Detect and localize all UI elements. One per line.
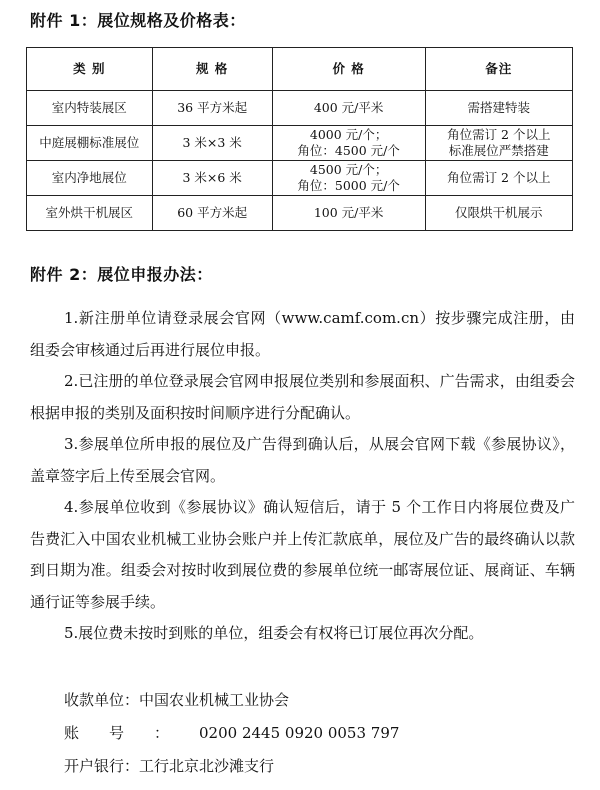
- row-price: 4500 元/个； 角位：5000 元/个: [272, 161, 425, 196]
- bank-line: [64, 756, 274, 776]
- header-note: 备注: [425, 48, 572, 91]
- header-price: 价 格: [272, 48, 425, 91]
- payee-label: 收款单位：: [64, 691, 140, 709]
- row-spec: 36 平方米起: [152, 91, 272, 126]
- header-spec: 规 格: [152, 48, 272, 91]
- row-category: 室外烘干机展区: [27, 196, 153, 231]
- account-value: 0200 2445 0920 0053 797: [199, 724, 400, 742]
- price-table: [26, 47, 573, 231]
- row-note: 角位需订 2 个以上 标准展位严禁搭建: [425, 126, 572, 161]
- procedure-step-1: 1.新注册单位请登录展会官网（www.camf.com.cn）按步骤完成注册，由组委会审核通过后再进行展位申报。: [30, 309, 575, 359]
- row-price: 400 元/平米: [272, 91, 425, 126]
- row-note: 需搭建特装: [425, 91, 572, 126]
- attachment1-title: 附件 1：展位规格及价格表：: [30, 11, 246, 30]
- row-spec: 60 平方米起: [152, 196, 272, 231]
- procedure-step-5: 5.展位费未按时到账的单位，组委会有权将已订展位再次分配。: [64, 624, 484, 642]
- procedure-step-2: 2.已注册的单位登录展会官网申报展位类别和参展面积、广告需求，由组委会根据申报的类别及面积按时间顺序进行分配确认。: [30, 372, 575, 422]
- row-note: 角位需订 2 个以上: [425, 161, 572, 196]
- account-line: [64, 723, 399, 743]
- row-category: 中庭展棚标准展位: [27, 126, 153, 161]
- row-price: 4000 元/个； 角位：4500 元/个: [272, 126, 425, 161]
- row-category: 室内净地展位: [27, 161, 153, 196]
- row-price: 100 元/平米: [272, 196, 425, 231]
- account-label: 账号：: [64, 724, 200, 742]
- bank-label: 开户银行：: [64, 757, 140, 775]
- table-row: [27, 161, 573, 196]
- row-spec: 3 米×3 米: [152, 126, 272, 161]
- table-row: [27, 126, 573, 161]
- header-category: 类 别: [27, 48, 153, 91]
- table-row: [27, 196, 573, 231]
- table-header-row: [27, 48, 573, 91]
- payee-line: [64, 690, 289, 710]
- procedure-step-4: 4.参展单位收到《参展协议》确认短信后，请于 5 个工作日内将展位费及广告费汇入中国农业机械工业协会账户并上传汇款底单，展位及广告的最终确认以款到日期为准。组委会对按时收到展位费的参展单位统一邮寄展位证、展商证、车辆通行证等参展手续。: [30, 498, 575, 611]
- table-row: [27, 91, 573, 126]
- row-spec: 3 米×6 米: [152, 161, 272, 196]
- procedure-step-3: 3.参展单位所申报的展位及广告得到确认后，从展会官网下载《参展协议》，盖章签字后上传至展会官网。: [30, 435, 575, 485]
- bank-value: 工行北京北沙滩支行: [139, 757, 275, 775]
- row-category: 室内特装展区: [27, 91, 153, 126]
- payee-value: 中国农业机械工业协会: [139, 691, 290, 709]
- row-note: 仅限烘干机展示: [425, 196, 572, 231]
- attachment2-title: 附件 2：展位申报办法：: [30, 265, 213, 284]
